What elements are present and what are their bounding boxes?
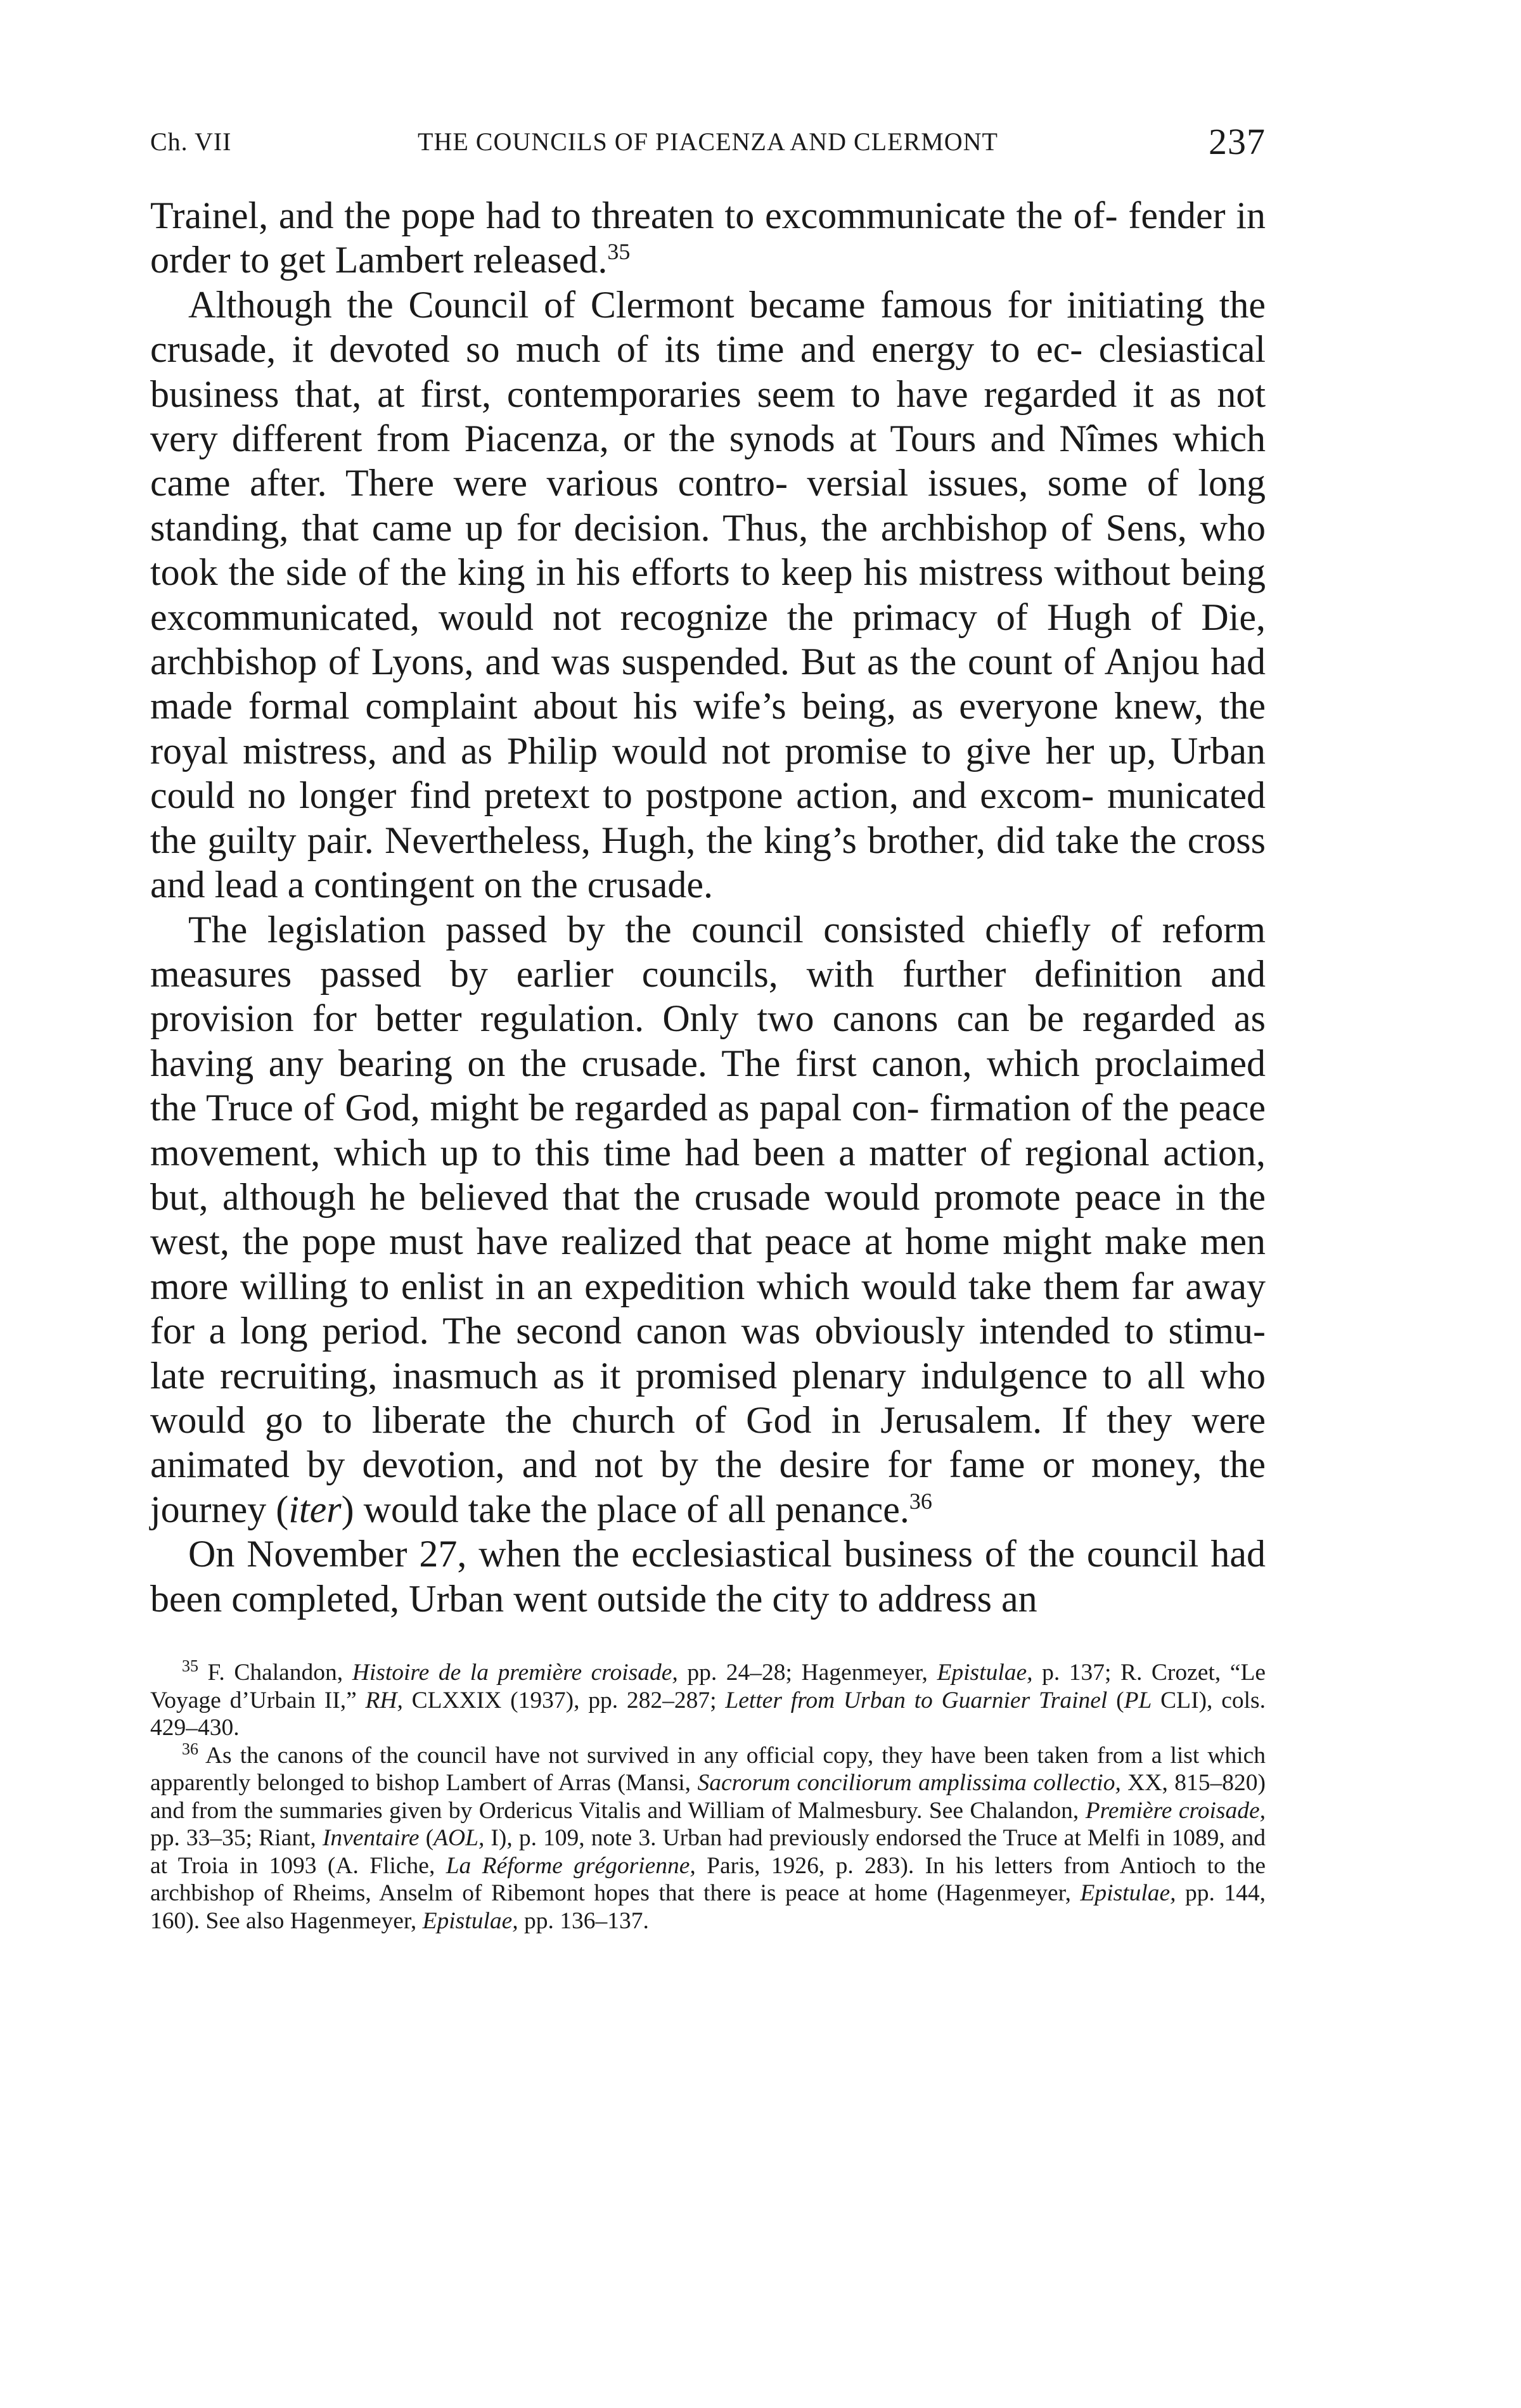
book-page bbox=[150, 120, 1266, 1935]
paragraph-2: Although the Council of Clermont became famous for initiating the crusade, it devoted so much of its time and energy to ec- clesiastical business that, at first, contemporaries seem to have regarded it as not very different from Piacenza, or the synods at Tours and Nîmes which came after. There were various contro- versial issues, some of long standing, that came up for decision. Thus, the archbishop of Sens, who took the side of the king in his efforts to keep his mistress without being excommunicated, would not recognize the primacy of Hugh of Die, archbishop of Lyons, and was suspended. But as the count of Anjou had made formal complaint about his wife’s being, as everyone knew, the royal mistress, and as Philip would not promise to give her up, Urban could no longer find pretext to postpone action, and excom- municated the guilty pair. Nevertheless, Hugh, the king’s brother, did take the cross and lead a contingent on the crusade. bbox=[150, 283, 1266, 906]
footnote-marker: 35 bbox=[182, 1656, 198, 1675]
paragraph-4: On November 27, when the ecclesiastical business of the council had been completed, Urban went outside the city to address an bbox=[150, 1533, 1266, 1620]
footnote-ref-35: 35 bbox=[607, 239, 631, 265]
page-number: 237 bbox=[1209, 121, 1266, 162]
footnote-36: $^{36}$ As the canons of the council have not survived in any official copy, they have been taken from a list which apparently belonged to bishop Lambert of Arras (Mansi, Sacrorum conciliorum amplissima collectio, XX, 815–820) and from the summaries given by Ordericus Vitalis and William of Malmesbury. See Chalandon, Première croisade, pp. 33–35; Riant, Inventaire (AOL, I), p. 109, note 3. Urban had previously endorsed the Truce at Melfi in 1089, and at Troia in 1093 (A. Fliche, La Réforme grégorienne, Paris, 1926, p. 283). In his letters from Antioch to the archbishop of Rheims, Anselm of Ribemont hopes that there is peace at home (Hagenmeyer, Epistulae, pp. 144, 160). See also Hagenmeyer, Epistulae, pp. 136–137. bbox=[150, 1739, 1266, 1934]
paragraph-1: Trainel, and the pope had to threaten to excommunicate the of- fender in order to get Lambert released.$^{35}$ bbox=[150, 195, 1266, 281]
footnotes bbox=[150, 1656, 1266, 1935]
chapter-label: Ch. VII bbox=[150, 127, 232, 156]
running-header bbox=[150, 120, 1266, 162]
paragraph-3: The legislation passed by the council consisted chiefly of reform measures passed by earlier councils, with further definition and provision for better regulation. Only two canons can be regarded as having any bearing on the crusade. The first canon, which proclaimed the Truce of God, might be regarded as papal con- firmation of the peace movement, which up to this time had been a matter of regional action, but, although he believed that the crusade would promote peace in the west, the pope must have realized that peace at home might make men more willing to enlist in an expedition which would take them far away for a long period. The second canon was obviously intended to stimu- late recruiting, inasmuch as it promised plenary indulgence to all who would go to liberate the church of God in Jerusalem. If they were animated by devotion, and not by the desire for fame or money, the journey (iter) would take the place of all penance.$^{36}$ bbox=[150, 908, 1266, 1530]
footnote-ref-36: 36 bbox=[909, 1488, 932, 1514]
footnote-marker: 36 bbox=[182, 1739, 198, 1758]
footnote-35: $^{35}$ F. Chalandon, Histoire de la première croisade, pp. 24–28; Hagenmeyer, Epistulae, p. 137; R. Crozet, “Le Voyage d’Urbain II,” RH, CLXXIX (1937), pp. 282–287; Letter from Urban to Guarnier Trainel (PL CLI), cols. 429–430. bbox=[150, 1656, 1266, 1741]
main-text bbox=[150, 193, 1266, 1621]
running-title: THE COUNCILS OF PIACENZA AND CLERMONT bbox=[418, 127, 998, 156]
